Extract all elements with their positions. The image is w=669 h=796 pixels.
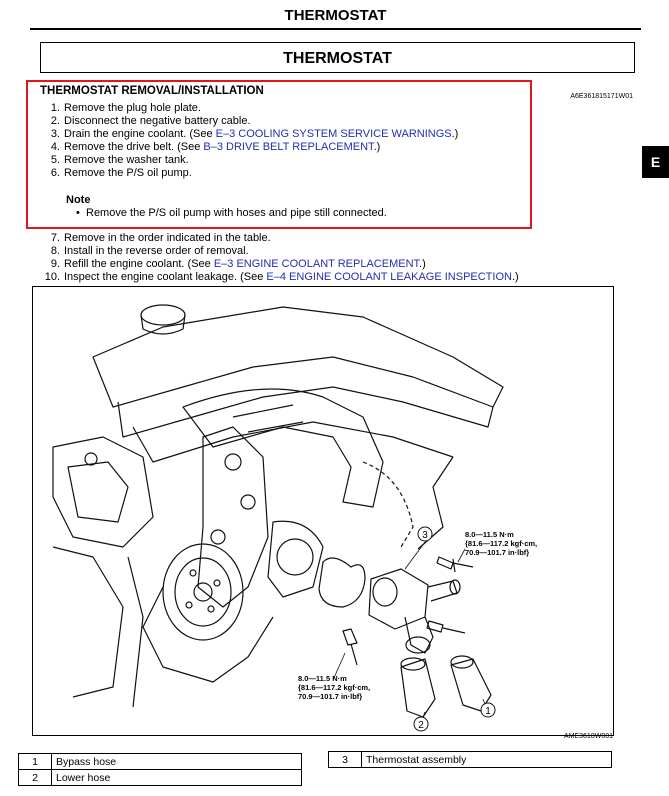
note-title: Note [66,194,91,206]
step-item: 1. Remove the plug hole plate. [50,102,201,114]
reference-code: A6E361815171W01 [570,93,633,100]
section-side-tab[interactable]: E [642,146,669,178]
link-coolant-replacement[interactable]: E–3 ENGINE COOLANT REPLACEMENT [213,258,420,270]
step-item: 3. Drain the engine coolant. (See E–3 COOLING SYSTEM SERVICE WARNINGS.) [50,128,459,140]
torque-left-line1: 8.0—11.5 N·m [298,674,347,683]
step-item: 9. Refill the engine coolant. (See E–3 ENGINE COOLANT REPLACEMENT.) [50,258,426,270]
figure-code: AME3618W001 [563,733,613,740]
bolt-left [343,629,357,665]
step-item: 6. Remove the P/S oil pump. [50,167,192,179]
legend-num: 2 [19,770,52,786]
gasket [319,558,365,607]
note-item: • Remove the P/S oil pump with hoses and pipe still connected. [76,207,387,219]
oil-cap [141,305,185,325]
procedure-steps [38,102,458,180]
torque-left-line3: 70.9—101.7 in·lbf} [298,692,363,701]
table-row [19,770,302,786]
bullet-icon: • [76,207,80,219]
step-item: 2. Disconnect the negative battery cable. [50,115,251,127]
torque-right-line1: 8.0—11.5 N·m [465,530,514,539]
engine-block [53,437,153,547]
legend-name: Lower hose [52,770,302,786]
procedure-steps-continued [38,232,519,284]
thermostat-exploded-view [33,287,615,737]
link-cooling-warnings[interactable]: E–3 COOLING SYSTEM SERVICE WARNINGS [215,128,452,140]
procedure-title: THERMOSTAT REMOVAL/INSTALLATION [40,85,264,97]
step-item: 10. Inspect the engine coolant leakage. (See E–4 ENGINE COOLANT LEAKAGE INSPECTION.) [44,271,519,283]
lower-hose [401,659,435,717]
legend-name: Bypass hose [52,754,302,770]
legend-name: Thermostat assembly [362,752,612,768]
thermostat-assembly [369,569,428,629]
callout-2-label: 2 [418,720,424,731]
step-item: 5. Remove the washer tank. [50,154,189,166]
section-title: THERMOSTAT [40,42,635,73]
table-row [329,752,612,768]
page-header: THERMOSTAT [30,0,641,30]
callout-1-label: 1 [485,706,491,717]
engine-illustration [32,286,614,736]
step-item: 7. Remove in the order indicated in the table. [50,232,271,244]
step-item: 8. Install in the reverse order of removal. [50,245,249,257]
torque-right-line3: 70.9—101.7 in·lbf} [465,548,530,557]
callout-3-label: 3 [422,530,428,541]
parts-legend-left [18,753,302,786]
table-row [19,754,302,770]
legend-num: 3 [329,752,362,768]
bolt-right-mid [427,621,465,633]
torque-left-line2: {81.6—117.2 kgf·cm, [298,683,371,692]
link-drive-belt[interactable]: B–3 DRIVE BELT REPLACEMENT [203,141,374,153]
legend-num: 1 [19,754,52,770]
bolt-right-top [437,557,473,572]
torque-right-line2: {81.6—117.2 kgf·cm, [465,539,538,548]
step-item: 4. Remove the drive belt. (See B–3 DRIVE BELT REPLACEMENT.) [50,141,381,153]
parts-legend-right [328,751,612,768]
link-leakage-inspection[interactable]: E–4 ENGINE COOLANT LEAKAGE INSPECTION [266,271,512,283]
